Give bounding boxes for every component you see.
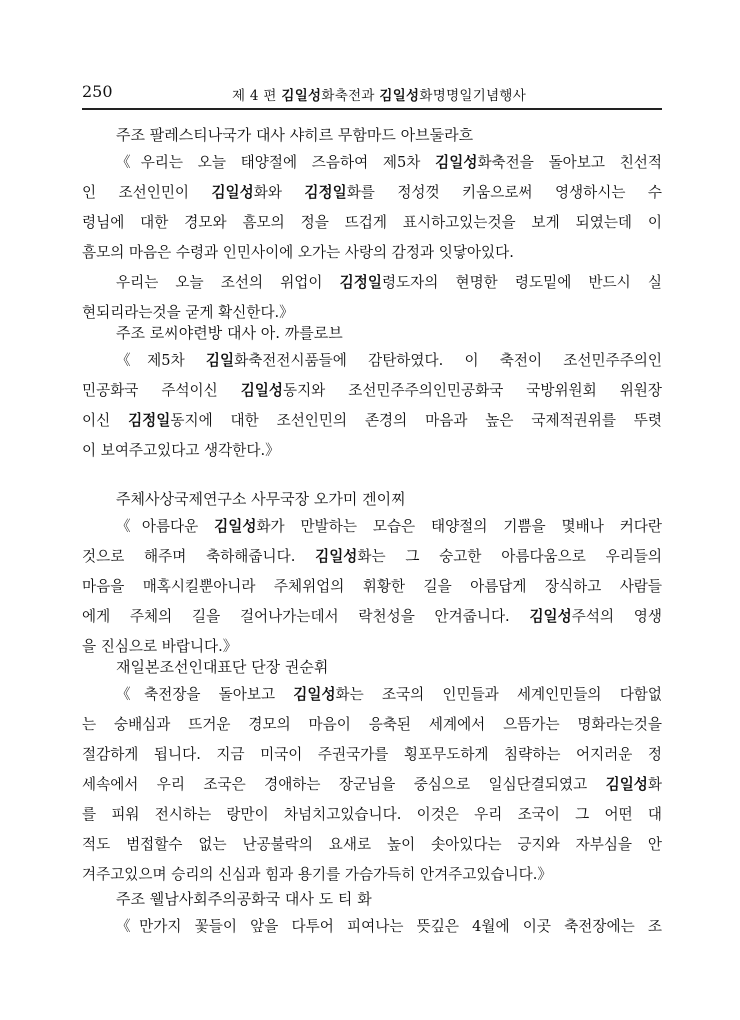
statement-section xyxy=(82,320,662,466)
text-line: 흠모의 마음은 수령과 인민사이에 오가는 사랑의 감정과 잇닿아있다. xyxy=(82,244,514,261)
page-header xyxy=(82,82,662,108)
running-title: 제 4 편 김일성화축전과 김일성화명명일기념행사 xyxy=(232,88,527,104)
text-line: 겨주고있으며 승리의 신심과 힘과 용기를 가슴가득히 안겨주고있습니다.》 xyxy=(82,866,552,883)
speaker-title: 주조 팔레스티나국가 대사 샤히르 무함마드 아브둘라흐 xyxy=(116,126,474,144)
text-line: 인 조선인민이 김일성화와 김정일화를 정성껏 키움으로써 영생하시는 수 xyxy=(82,184,662,201)
text-line: 는 숭배심과 뜨거운 경모의 마음이 응축된 세계에서 으뜸가는 명화라는것을 xyxy=(82,716,662,733)
text-line: 《우리는 오늘 태양절에 즈음하여 제5차 김일성화축전을 돌아보고 친선적 xyxy=(116,154,662,171)
speaker-title: 주조 로씨야련방 대사 아. 까를로브 xyxy=(116,324,343,342)
text-line: 를 피워 전시하는 랑만이 차넘치고있습니다. 이것은 우리 조국이 그 어떤 대 xyxy=(82,806,662,823)
text-line: 《만가지 꽃들이 앞을 다투어 피여나는 뜻깊은 4월에 이곳 축전장에는 조 xyxy=(116,918,662,935)
text-line: 《축전장을 돌아보고 김일성화는 조국의 인민들과 세계인민들의 다함없 xyxy=(116,686,662,703)
text-line: 《아름다운 김일성화가 만발하는 모습은 태양절의 기쁨을 몇배나 커다란 xyxy=(116,518,663,535)
text-line: 민공화국 주석이신 김일성동지와 조선민주주의인민공화국 국방위원회 위원장 xyxy=(82,382,662,399)
statement-section xyxy=(82,486,662,662)
text-line: 이 보여주고있다고 생각한다.》 xyxy=(82,442,280,459)
text-line: 《제5차 김일화축전전시품들에 감탄하였다. 이 축전이 조선민주주의인 xyxy=(116,352,662,369)
speaker-title: 재일본조선인대표단 단장 권순휘 xyxy=(116,658,329,676)
text-line: 마음을 매혹시킬뿐아니라 주체위업의 휘황한 길을 아름답게 장식하고 사람들 xyxy=(82,578,662,595)
text-line: 령님에 대한 경모와 흠모의 정을 뜨겁게 표시하고있는것을 보게 되였는데 이 xyxy=(82,214,662,231)
statement-section xyxy=(82,122,662,328)
text-line: 절감하게 됩니다. 지금 미국이 주권국가를 횡포무도하게 침략하는 어지러운 정 xyxy=(82,746,662,763)
statement-section xyxy=(82,886,662,942)
text-line: 을 진심으로 바랍니다.》 xyxy=(82,638,238,655)
text-line: 우리는 오늘 조선의 위업이 김정일령도자의 현명한 령도밑에 반드시 실 xyxy=(116,274,662,291)
speaker-title: 주조 웰남사회주의공화국 대사 도 티 화 xyxy=(116,890,372,908)
speaker-title: 주체사상국제연구소 사무국장 오가미 겐이찌 xyxy=(116,490,406,508)
text-line: 현되리라는것을 굳게 확신한다.》 xyxy=(82,304,294,321)
text-line: 적도 범접할수 없는 난공불락의 요새로 높이 솟아있다는 긍지와 자부심을 안 xyxy=(82,836,662,853)
text-line: 세속에서 우리 조국은 경애하는 장군님을 중심으로 일심단결되였고 김일성화 xyxy=(82,776,662,793)
text-line: 것으로 해주며 축하해줍니다. 김일성화는 그 숭고한 아름다움으로 우리들의 xyxy=(82,548,662,565)
statement-section xyxy=(82,654,662,890)
text-line: 에게 주체의 길을 걸어나가는데서 락천성을 안겨줍니다. 김일성주석의 영생 xyxy=(82,608,662,625)
header-rule xyxy=(82,108,662,110)
page-number: 250 xyxy=(82,82,113,101)
text-line: 이신 김정일동지에 대한 조선인민의 존경의 마음과 높은 국제적권위를 뚜렷 xyxy=(82,412,662,429)
